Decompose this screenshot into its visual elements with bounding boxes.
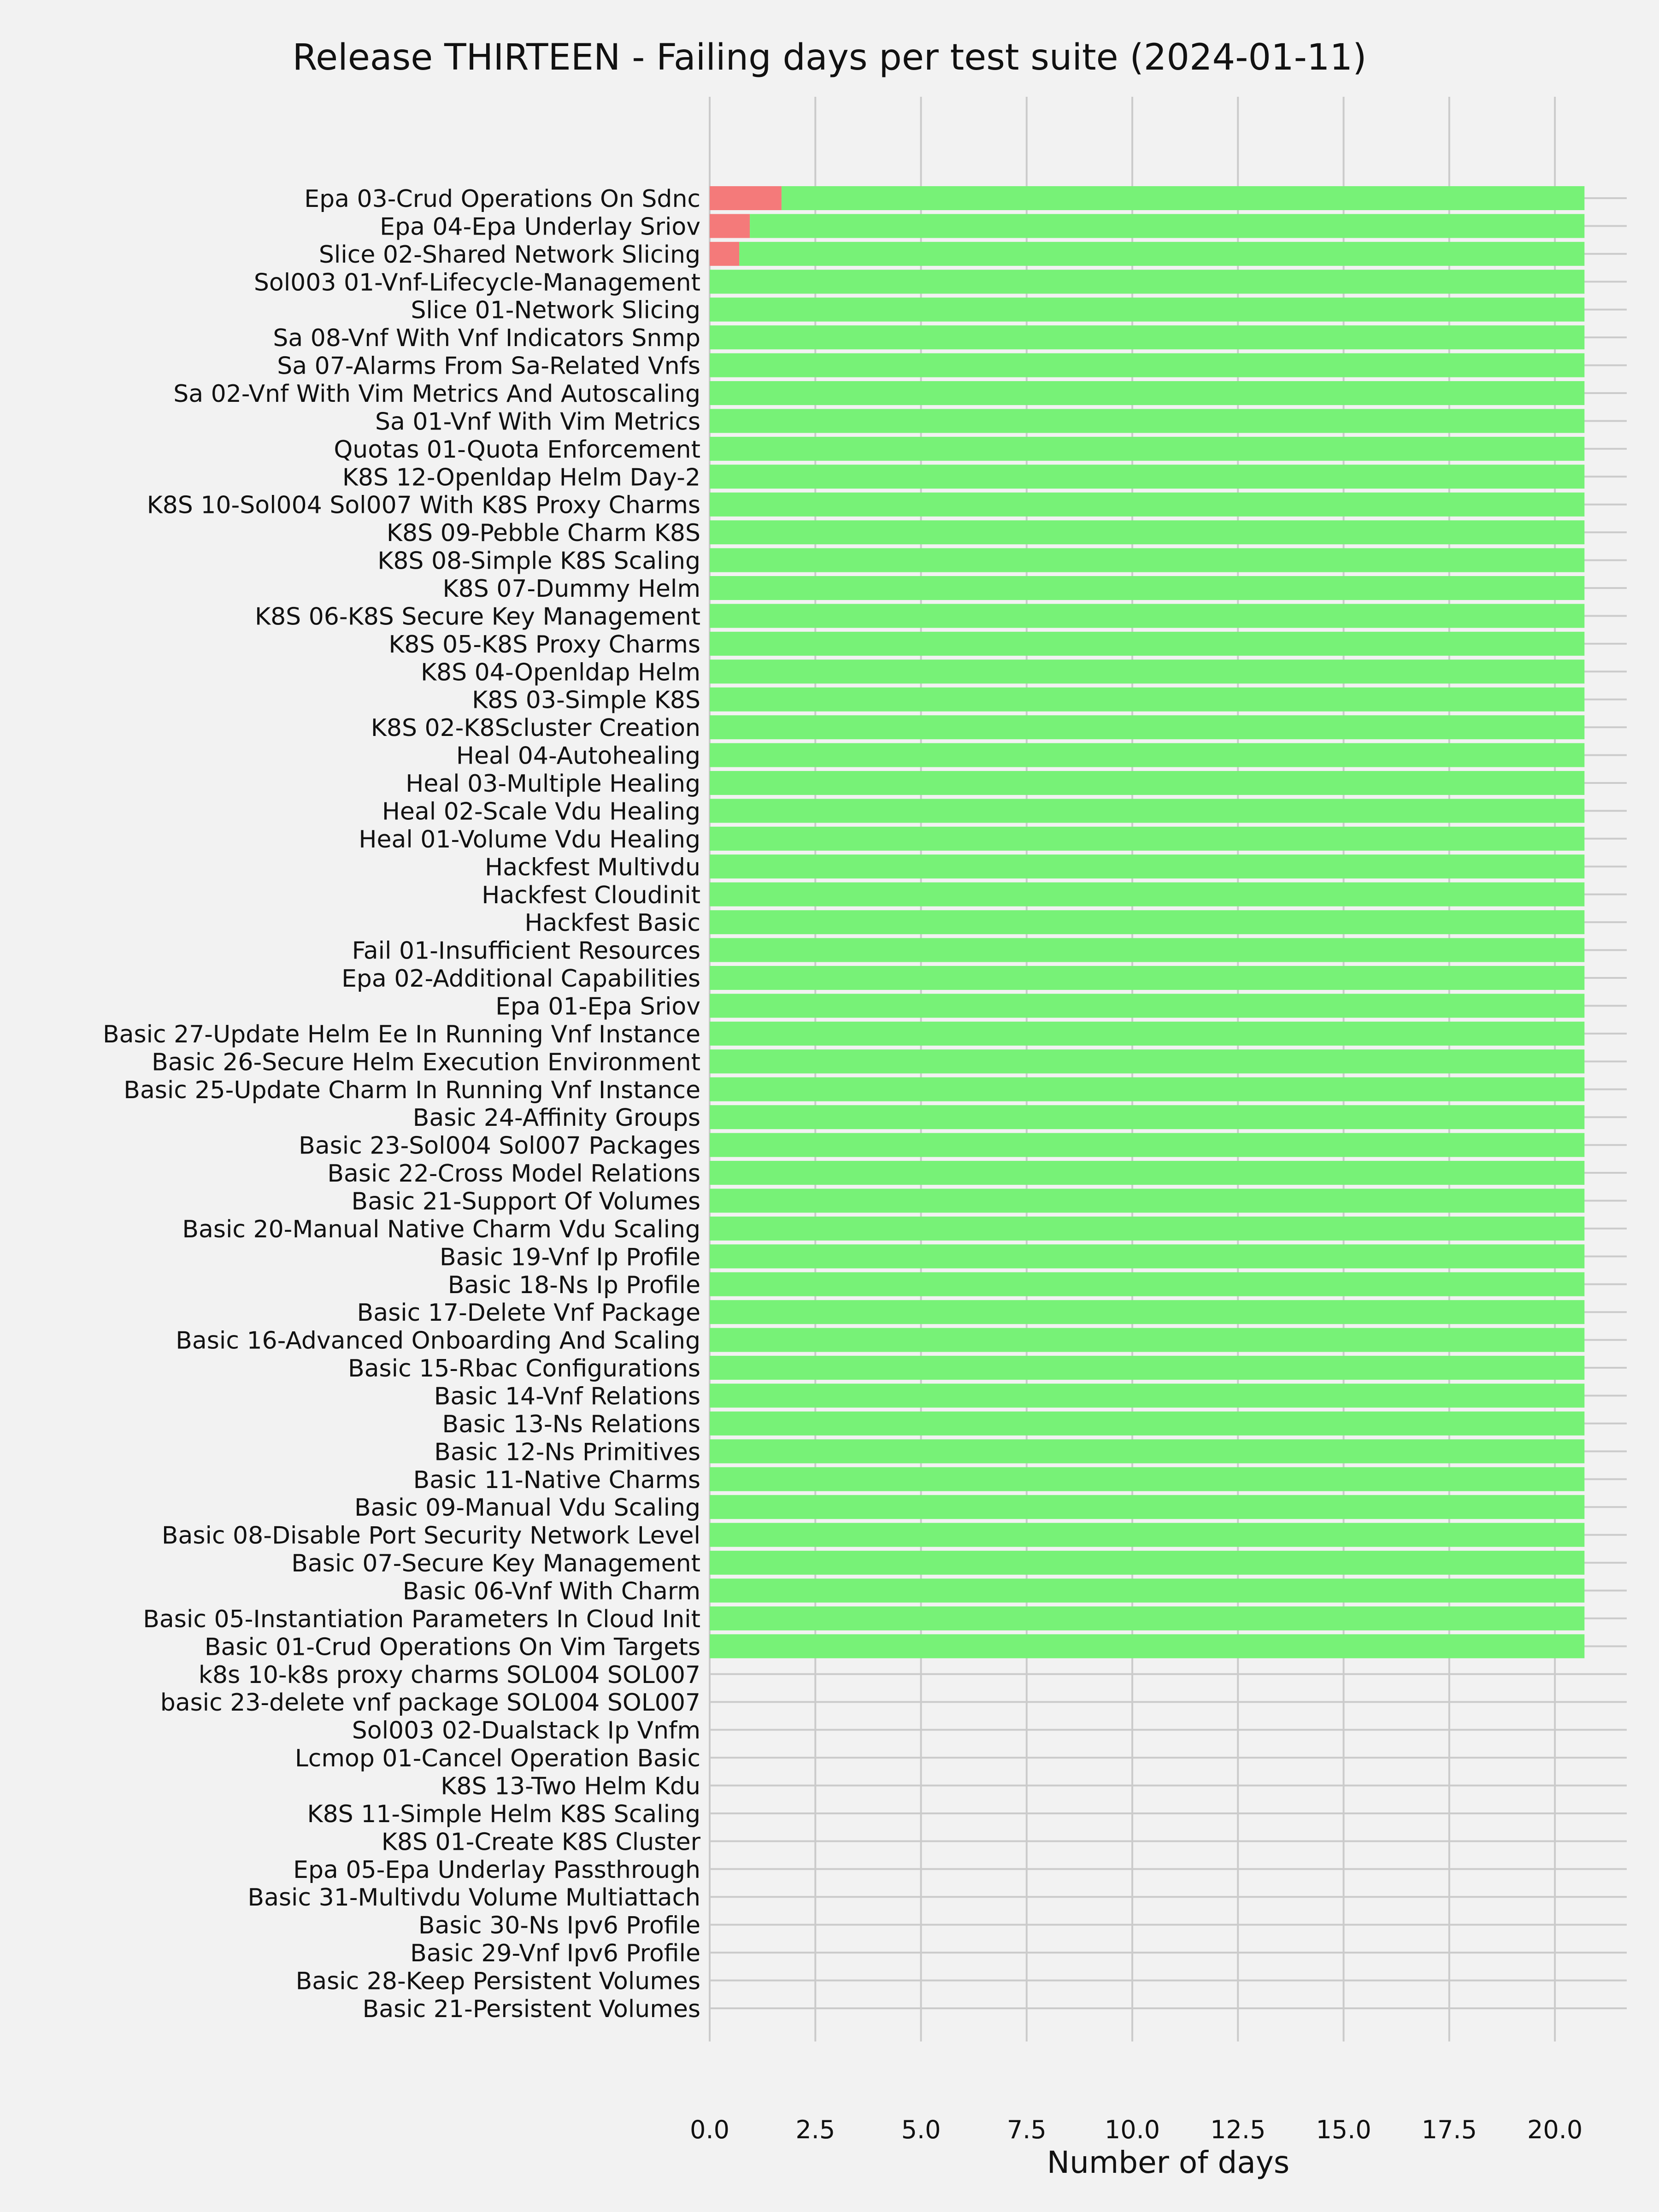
passing-bar bbox=[710, 493, 1584, 517]
passing-bar bbox=[710, 576, 1584, 600]
passing-bar bbox=[710, 910, 1584, 934]
y-tick-label: Basic 17-Delete Vnf Package bbox=[357, 1299, 700, 1327]
y-tick-label: Epa 05-Epa Underlay Passthrough bbox=[293, 1856, 700, 1884]
y-tick-label: Basic 25-Update Charm In Running Vnf Instance bbox=[124, 1076, 700, 1104]
y-tick-label: Basic 01-Crud Operations On Vim Targets bbox=[204, 1633, 700, 1661]
passing-bar bbox=[710, 1049, 1584, 1073]
y-tick-label: Basic 31-Multivdu Volume Multiattach bbox=[247, 1884, 700, 1912]
y-tick-label: Basic 15-Rbac Configurations bbox=[348, 1355, 700, 1383]
y-tick-label: Sol003 02-Dualstack Ip Vnfm bbox=[352, 1717, 700, 1745]
y-tick-label: Heal 01-Volume Vdu Healing bbox=[359, 825, 700, 853]
passing-bar bbox=[710, 1579, 1584, 1603]
passing-bar bbox=[710, 1244, 1584, 1268]
failing-bar bbox=[710, 214, 750, 238]
passing-bar bbox=[710, 1022, 1584, 1046]
y-tick-label: Basic 27-Update Helm Ee In Running Vnf Instance bbox=[102, 1020, 700, 1048]
y-tick-label: K8S 05-K8S Proxy Charms bbox=[388, 630, 700, 659]
x-tick-label: 5.0 bbox=[901, 2115, 941, 2144]
passing-bar bbox=[750, 214, 1584, 238]
y-tick-label: Basic 18-Ns Ip Profile bbox=[447, 1271, 700, 1299]
passing-bar bbox=[710, 1272, 1584, 1296]
y-tick-label: Heal 03-Multiple Healing bbox=[406, 770, 700, 798]
y-tick-label: basic 23-delete vnf package SOL004 SOL007 bbox=[160, 1689, 700, 1717]
x-tick-label: 15.0 bbox=[1316, 2115, 1371, 2144]
passing-bar bbox=[710, 325, 1584, 349]
y-tick-label: K8S 02-K8Scluster Creation bbox=[371, 714, 700, 742]
y-tick-label: Lcmop 01-Cancel Operation Basic bbox=[294, 1745, 700, 1773]
y-tick-label: Fail 01-Insufficient Resources bbox=[352, 937, 700, 965]
passing-bar bbox=[710, 298, 1584, 322]
passing-bar bbox=[710, 381, 1584, 405]
y-tick-label: K8S 10-Sol004 Sol007 With K8S Proxy Charms bbox=[147, 491, 700, 519]
y-tick-label: Basic 11-Native Charms bbox=[413, 1466, 700, 1494]
failing-bar bbox=[710, 186, 782, 210]
passing-bar bbox=[710, 771, 1584, 795]
passing-bar bbox=[739, 242, 1584, 266]
passing-bar bbox=[710, 882, 1584, 906]
passing-bar bbox=[710, 659, 1584, 683]
passing-bar bbox=[710, 1606, 1584, 1630]
passing-bar bbox=[710, 465, 1584, 488]
failing-bar bbox=[710, 242, 739, 266]
y-tick-label: K8S 08-Simple K8S Scaling bbox=[377, 547, 700, 575]
y-tick-label: Basic 08-Disable Port Security Network Level bbox=[161, 1522, 700, 1550]
y-tick-label: Basic 23-Sol004 Sol007 Packages bbox=[299, 1132, 700, 1160]
passing-bar bbox=[710, 1161, 1584, 1185]
y-tick-label: Basic 07-Secure Key Management bbox=[291, 1550, 700, 1578]
passing-bar bbox=[782, 186, 1584, 210]
y-tick-label: K8S 11-Simple Helm K8S Scaling bbox=[307, 1800, 700, 1828]
y-tick-label: Basic 16-Advanced Onboarding And Scaling bbox=[176, 1327, 700, 1355]
passing-bar bbox=[710, 938, 1584, 962]
y-tick-label: Basic 29-Vnf Ipv6 Profile bbox=[410, 1940, 700, 1968]
y-tick-label: Heal 02-Scale Vdu Healing bbox=[382, 798, 700, 826]
passing-bar bbox=[710, 1188, 1584, 1212]
passing-bar bbox=[710, 1634, 1584, 1658]
passing-bar bbox=[710, 548, 1584, 572]
y-tick-label: Sol003 01-Vnf-Lifecycle-Management bbox=[253, 269, 700, 297]
passing-bar bbox=[710, 604, 1584, 628]
y-tick-label: Slice 02-Shared Network Slicing bbox=[318, 241, 700, 269]
y-tick-label: Basic 14-Vnf Relations bbox=[434, 1382, 700, 1411]
y-tick-label: Quotas 01-Quota Enforcement bbox=[334, 435, 700, 464]
passing-bar bbox=[710, 1523, 1584, 1547]
chart-title: Release THIRTEEN - Failing days per test suite (2024-01-11) bbox=[292, 37, 1367, 78]
y-tick-label: Basic 21-Persistent Volumes bbox=[362, 1995, 700, 2023]
passing-bar bbox=[710, 715, 1584, 739]
passing-bar bbox=[710, 1328, 1584, 1352]
x-tick-labels bbox=[690, 2115, 1583, 2144]
x-tick-label: 7.5 bbox=[1006, 2115, 1047, 2144]
y-tick-label: Basic 12-Ns Primitives bbox=[434, 1438, 700, 1466]
y-tick-label: Basic 26-Secure Helm Execution Environment bbox=[152, 1048, 700, 1077]
passing-bar bbox=[710, 1217, 1584, 1241]
y-tick-label: k8s 10-k8s proxy charms SOL004 SOL007 bbox=[198, 1661, 700, 1689]
y-tick-label: Heal 04-Autohealing bbox=[456, 742, 700, 770]
passing-bar bbox=[710, 688, 1584, 712]
passing-bar bbox=[710, 1551, 1584, 1575]
passing-bar bbox=[710, 799, 1584, 823]
passing-bar bbox=[710, 966, 1584, 990]
passing-bar bbox=[710, 1412, 1584, 1435]
y-tick-label: K8S 06-K8S Secure Key Management bbox=[254, 603, 700, 631]
x-axis-label: Number of days bbox=[1047, 2145, 1290, 2180]
passing-bar bbox=[710, 1467, 1584, 1491]
passing-bar bbox=[710, 353, 1584, 377]
passing-bar bbox=[710, 409, 1584, 433]
y-tick-label: Basic 13-Ns Relations bbox=[442, 1410, 700, 1438]
passing-bar bbox=[710, 743, 1584, 767]
y-tick-label: Hackfest Basic bbox=[524, 909, 700, 937]
passing-bar bbox=[710, 1356, 1584, 1380]
y-tick-label: Basic 06-Vnf With Charm bbox=[402, 1577, 700, 1606]
passing-bar bbox=[710, 270, 1584, 294]
y-tick-label: K8S 03-Simple K8S bbox=[472, 686, 700, 714]
y-tick-label: Basic 20-Manual Native Charm Vdu Scaling bbox=[182, 1215, 700, 1243]
x-tick-label: 12.5 bbox=[1210, 2115, 1266, 2144]
passing-bar bbox=[710, 1495, 1584, 1519]
y-tick-label: Basic 30-Ns Ipv6 Profile bbox=[418, 1912, 700, 1940]
y-tick-label: K8S 04-Openldap Helm bbox=[420, 659, 700, 687]
y-tick-label: Sa 08-Vnf With Vnf Indicators Snmp bbox=[273, 324, 700, 353]
passing-bar bbox=[710, 632, 1584, 656]
x-tick-label: 0.0 bbox=[690, 2115, 729, 2144]
y-tick-label: Epa 01-Epa Sriov bbox=[495, 993, 700, 1021]
x-tick-label: 10.0 bbox=[1104, 2115, 1160, 2144]
passing-bar bbox=[710, 1077, 1584, 1101]
y-tick-label: Basic 24-Affinity Groups bbox=[412, 1104, 700, 1132]
passing-bar bbox=[710, 520, 1584, 544]
y-tick-label: Basic 05-Instantiation Parameters In Cloud Init bbox=[143, 1605, 700, 1633]
y-tick-label: K8S 07-Dummy Helm bbox=[442, 575, 700, 603]
y-tick-label: Sa 02-Vnf With Vim Metrics And Autoscaling bbox=[173, 380, 700, 408]
x-tick-label: 17.5 bbox=[1421, 2115, 1477, 2144]
passing-bar bbox=[710, 1105, 1584, 1129]
y-tick-label: Sa 01-Vnf With Vim Metrics bbox=[375, 408, 700, 436]
y-tick-label: Sa 07-Alarms From Sa-Related Vnfs bbox=[277, 352, 700, 380]
y-tick-label: Basic 28-Keep Persistent Volumes bbox=[295, 1967, 700, 1995]
y-tick-label: K8S 12-Openldap Helm Day-2 bbox=[342, 464, 700, 492]
x-tick-label: 20.0 bbox=[1527, 2115, 1583, 2144]
y-tick-label: K8S 09-Pebble Charm K8S bbox=[386, 519, 700, 547]
y-tick-label: K8S 13-Two Helm Kdu bbox=[441, 1772, 700, 1800]
y-tick-label: Basic 22-Cross Model Relations bbox=[327, 1160, 700, 1188]
y-tick-label: Epa 04-Epa Underlay Sriov bbox=[380, 213, 700, 241]
passing-bar bbox=[710, 854, 1584, 878]
passing-bar bbox=[710, 827, 1584, 851]
passing-bar bbox=[710, 1133, 1584, 1157]
y-tick-label: Basic 09-Manual Vdu Scaling bbox=[354, 1494, 700, 1522]
y-tick-labels bbox=[103, 185, 701, 2023]
y-tick-label: Hackfest Multivdu bbox=[485, 853, 700, 882]
bars bbox=[710, 186, 1584, 1658]
x-tick-label: 2.5 bbox=[795, 2115, 835, 2144]
passing-bar bbox=[710, 1439, 1584, 1463]
y-tick-label: Epa 03-Crud Operations On Sdnc bbox=[304, 185, 700, 213]
y-tick-label: Basic 19-Vnf Ip Profile bbox=[439, 1243, 700, 1271]
y-tick-label: Basic 21-Support Of Volumes bbox=[351, 1188, 700, 1216]
y-tick-label: Epa 02-Additional Capabilities bbox=[341, 965, 700, 993]
y-tick-label: K8S 01-Create K8S Cluster bbox=[381, 1828, 700, 1856]
y-tick-label: Hackfest Cloudinit bbox=[482, 881, 700, 909]
y-tick-label: Slice 01-Network Slicing bbox=[411, 296, 700, 324]
passing-bar bbox=[710, 994, 1584, 1018]
passing-bar bbox=[710, 1383, 1584, 1407]
passing-bar bbox=[710, 1300, 1584, 1324]
passing-bar bbox=[710, 437, 1584, 461]
